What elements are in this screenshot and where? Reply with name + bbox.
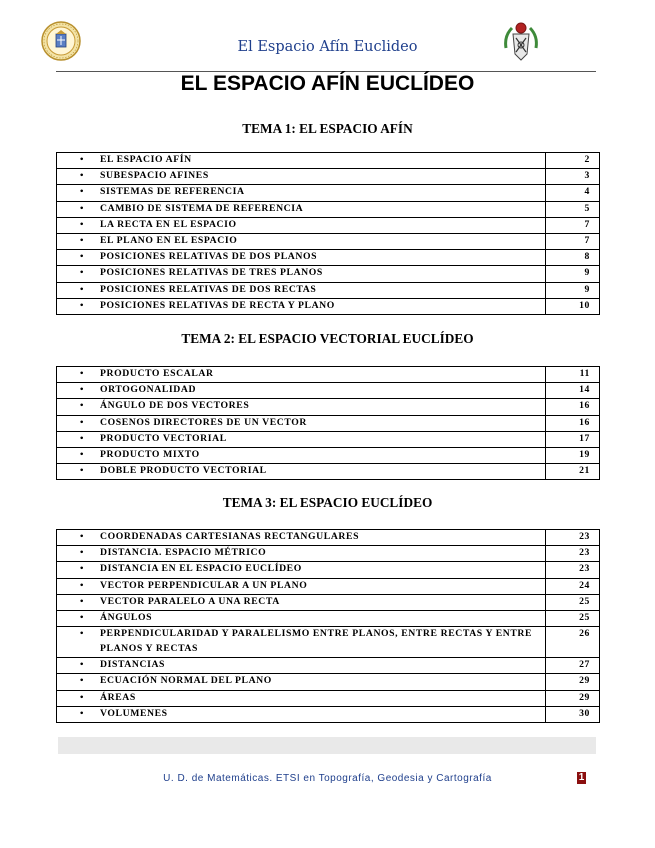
toc-entry[interactable] [57,674,546,690]
bullet-icon: • [80,531,84,542]
toc-page-number: 10 [546,298,600,314]
toc-page-number: 8 [546,250,600,266]
toc-page-number: 23 [546,546,600,562]
document-title: EL ESPACIO AFÍN EUCLÍDEO [180,72,475,95]
toc-row[interactable] [57,185,600,201]
bullet-icon: • [80,675,84,687]
toc-row[interactable] [57,578,600,594]
bullet-icon: • [80,465,84,477]
toc-page-number: 9 [546,266,600,282]
toc-entry[interactable] [57,367,546,383]
toc-entry[interactable] [57,415,546,431]
toc-row[interactable] [57,627,600,658]
toc-entry[interactable] [57,201,546,217]
toc-row[interactable] [57,282,600,298]
toc-page-number: 29 [546,690,600,706]
toc-row[interactable] [57,658,600,674]
toc-entry[interactable] [57,447,546,463]
bullet-icon: • [80,628,84,640]
toc-entry[interactable] [57,594,546,610]
toc-entry-label: POSICIONES RELATIVAS DE RECTA Y PLANO [100,299,335,311]
toc-row[interactable] [57,431,600,447]
toc-row[interactable] [57,562,600,578]
toc-entry[interactable] [57,153,546,169]
toc-row[interactable] [57,690,600,706]
toc-row[interactable] [57,464,600,480]
bullet-icon: • [80,563,84,575]
toc-entry-label: DOBLE PRODUCTO VECTORIAL [100,465,267,477]
toc-page-number: 29 [546,674,600,690]
toc-entry-label: ÁREAS [100,691,136,703]
toc-entry[interactable] [57,610,546,626]
toc-page-number: 21 [546,464,600,480]
toc-entry-label: PRODUCTO VECTORIAL [100,432,227,444]
footer-band [58,737,596,754]
toc-page-number: 17 [546,431,600,447]
toc-entry[interactable] [57,250,546,266]
toc-entry-label: POSICIONES RELATIVAS DE DOS PLANOS [100,251,318,263]
toc-entry[interactable] [57,562,546,578]
toc-page-number: 4 [546,185,600,201]
toc-entry[interactable] [57,298,546,314]
toc-row[interactable] [57,250,600,266]
toc-page-number: 24 [546,578,600,594]
toc-entry-label: VECTOR PERPENDICULAR A UN PLANO [100,579,308,591]
tema-3-title: TEMA 3: EL ESPACIO EUCLÍDEO [222,495,433,510]
toc-entry[interactable] [57,282,546,298]
toc-row[interactable] [57,674,600,690]
toc-page-number: 19 [546,447,600,463]
page-number: 1 [578,772,585,783]
toc-row[interactable] [57,169,600,185]
toc-row[interactable] [57,233,600,249]
toc-entry[interactable] [57,169,546,185]
bullet-icon: • [80,595,84,607]
toc-entry-label: EL PLANO EN EL ESPACIO [100,234,238,246]
toc-entry-label: COORDENADAS CARTESIANAS RECTANGULARES [100,531,360,542]
toc-page-number: 25 [546,594,600,610]
toc-page-number: 30 [546,706,600,722]
toc-row[interactable] [57,367,600,383]
toc-entry-label: CAMBIO DE SISTEMA DE REFERENCIA [100,202,304,214]
bullet-icon: • [80,368,84,379]
toc-page-number: 16 [546,399,600,415]
toc-entry-label: POSICIONES RELATIVAS DE TRES PLANOS [100,267,323,279]
toc-entry-label: PRODUCTO ESCALAR [100,368,214,379]
bullet-icon: • [80,186,84,198]
bullet-icon: • [80,267,84,279]
toc-row[interactable] [57,201,600,217]
toc-entry[interactable] [57,217,546,233]
toc-row[interactable] [57,399,600,415]
bullet-icon: • [80,384,84,396]
toc-row[interactable] [57,217,600,233]
toc-entry-label: POSICIONES RELATIVAS DE DOS RECTAS [100,283,317,295]
toc-page-number: 9 [546,282,600,298]
toc-row[interactable] [57,266,600,282]
toc-entry[interactable] [57,658,546,674]
toc-entry-label: EL ESPACIO AFÍN [100,154,192,165]
bullet-icon: • [80,611,84,623]
toc-entry[interactable] [57,627,546,658]
toc-row[interactable] [57,610,600,626]
bullet-icon: • [80,547,84,559]
bullet-icon: • [80,234,84,246]
toc-entry[interactable] [57,399,546,415]
toc-page-number: 11 [546,367,600,383]
bullet-icon: • [80,432,84,444]
toc-row[interactable] [57,383,600,399]
toc-entry[interactable] [57,546,546,562]
toc-entry-label: PRODUCTO MIXTO [100,448,200,460]
tema-3-toc-table [56,529,600,723]
bullet-icon: • [80,691,84,703]
bullet-icon: • [80,251,84,263]
toc-entry-label: PERPENDICULARIDAD Y PARALELISMO ENTRE PLANOS, ENTRE RECTAS Y ENTRE PLANOS Y RECTAS [100,628,533,654]
toc-entry[interactable] [57,464,546,480]
bullet-icon: • [80,707,84,719]
bullet-icon: • [80,218,84,230]
toc-entry-label: ECUACIÓN NORMAL DEL PLANO [100,675,272,687]
toc-entry-label: DISTANCIA EN EL ESPACIO EUCLÍDEO [100,563,302,575]
bullet-icon: • [80,154,84,165]
bullet-icon: • [80,170,84,182]
bullet-icon: • [80,400,84,412]
toc-page-number: 7 [546,217,600,233]
footer-text: U. D. de Matemáticas. ETSI en Topografía, Geodesia y Cartografía [163,773,492,784]
page-header [0,0,655,74]
tema-1-title: TEMA 1: EL ESPACIO AFÍN [242,121,413,136]
toc-entry[interactable] [57,431,546,447]
toc-page-number: 7 [546,233,600,249]
toc-page-number: 26 [546,627,600,658]
toc-page-number: 23 [546,530,600,546]
toc-entry-label: ORTOGONALIDAD [100,384,197,396]
bullet-icon: • [80,299,84,311]
toc-page-number: 27 [546,658,600,674]
toc-page-number: 23 [546,562,600,578]
toc-entry[interactable] [57,690,546,706]
toc-page-number: 14 [546,383,600,399]
bullet-icon: • [80,283,84,295]
bullet-icon: • [80,448,84,460]
toc-entry[interactable] [57,706,546,722]
toc-entry[interactable] [57,266,546,282]
school-crest-icon [500,20,542,64]
toc-entry-label: VECTOR PARALELO A UNA RECTA [100,595,280,607]
toc-entry-label: SUBESPACIO AFINES [100,170,209,182]
toc-page-number: 3 [546,169,600,185]
toc-row[interactable] [57,415,600,431]
tema-1-toc-table [56,152,600,315]
toc-row[interactable] [57,594,600,610]
toc-row[interactable] [57,298,600,314]
toc-page-number: 16 [546,415,600,431]
tema-2-toc-table [56,366,600,480]
toc-entry-label: ÁNGULOS [100,611,153,623]
toc-row[interactable] [57,153,600,169]
toc-entry[interactable] [57,530,546,546]
toc-row[interactable] [57,546,600,562]
toc-page-number: 25 [546,610,600,626]
toc-row[interactable] [57,530,600,546]
toc-entry-label: DISTANCIAS [100,659,166,671]
toc-entry-label: DISTANCIA. ESPACIO MÉTRICO [100,547,267,559]
toc-entry-label: ÁNGULO DE DOS VECTORES [100,400,250,412]
toc-entry[interactable] [57,185,546,201]
toc-page-number: 2 [546,153,600,169]
bullet-icon: • [80,579,84,591]
bullet-icon: • [80,416,84,428]
toc-entry-label: VOLUMENES [100,707,168,719]
toc-row[interactable] [57,706,600,722]
bullet-icon: • [80,202,84,214]
toc-entry[interactable] [57,578,546,594]
tema-2-title: TEMA 2: EL ESPACIO VECTORIAL EUCLÍDEO [181,331,474,346]
toc-row[interactable] [57,447,600,463]
toc-entry-label: COSENOS DIRECTORES DE UN VECTOR [100,416,308,428]
toc-entry[interactable] [57,233,546,249]
toc-page-number: 5 [546,201,600,217]
toc-entry-label: SISTEMAS DE REFERENCIA [100,186,245,198]
bullet-icon: • [80,659,84,671]
toc-entry-label: LA RECTA EN EL ESPACIO [100,218,237,230]
toc-entry[interactable] [57,383,546,399]
header-title: El Espacio Afín Euclideo [237,39,418,55]
